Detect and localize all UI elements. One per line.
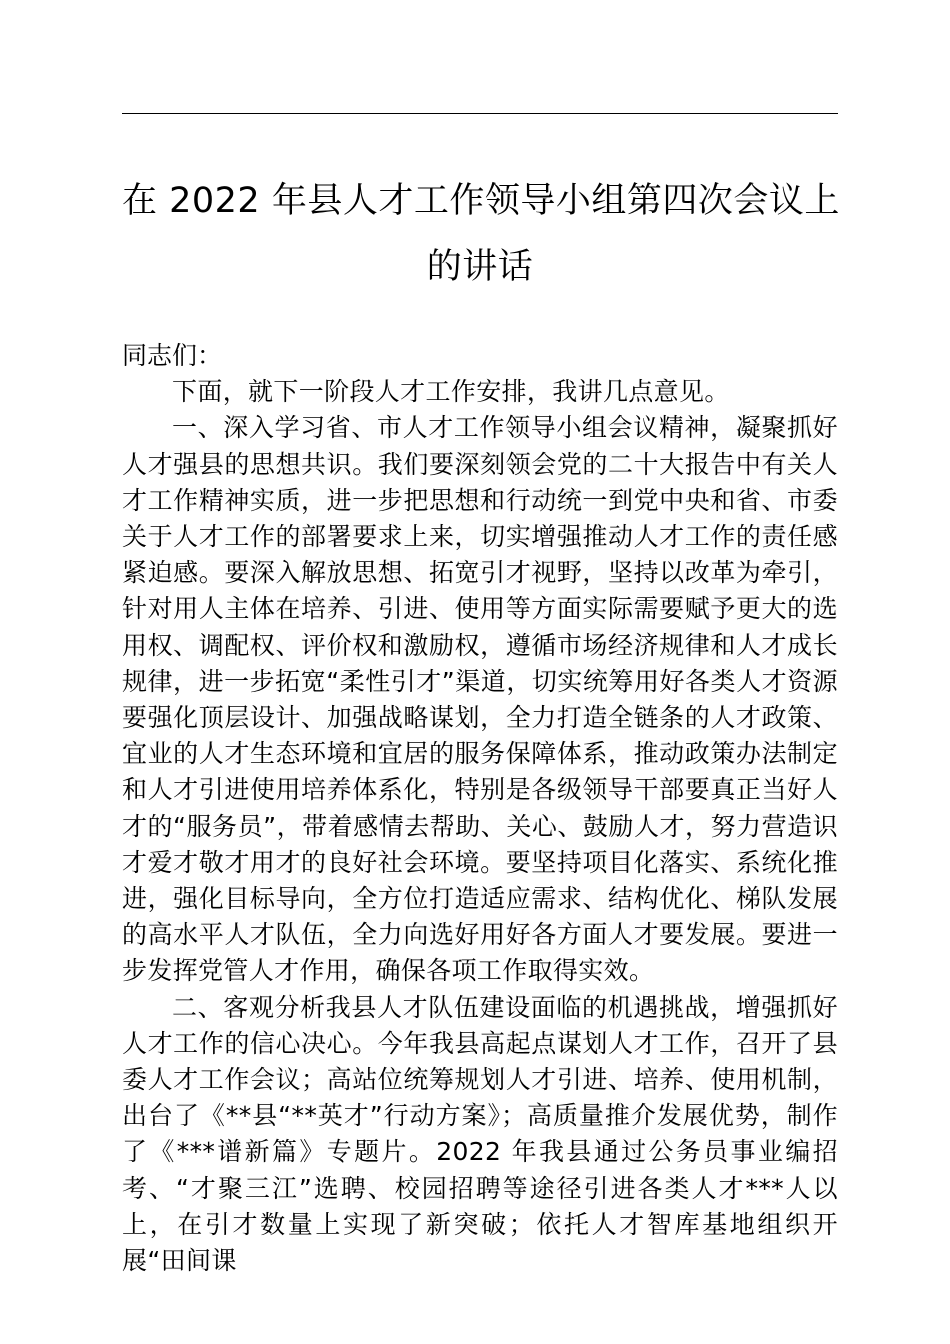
title-line-1: 在 2022 年县人才工作领导小组第四次会议上 — [122, 181, 840, 221]
salutation: 同志们： — [122, 341, 223, 370]
title-line-2: 的讲话 — [426, 247, 534, 287]
paragraph-section-2: 二、客观分析我县人才队伍建设面临的机遇挑战，增强抓好人才工作的信心决心。今年我县高起点谋划人才工作，召开了县委人才工作会议；高站位统筹规划人才引进、培养、使用机制，出台了《**县“**英才”行动方案》；高质量推介发展优势，制作了《***谱新篇》专题片。2022 年我县通过公务员事业编招考、“才聚三江”选聘、校园招聘等途径引进各类人才***人以上，在引才数量上实现了新突破；依托人才智库基地组织开展“田间课 — [122, 992, 838, 1276]
paragraph-intro: 下面，就下一阶段人才工作安排，我讲几点意见。 — [172, 377, 730, 407]
paragraph-section-1: 一、深入学习省、市人才工作领导小组会议精神，凝聚抓好人才强县的思想共识。我们要深刻领会党的二十大报告中有关人才工作精神实质，进一步把思想和行动统一到党中央和省、市委关于人才工作的部署要求上来，切实增强推动人才工作的责任感紧迫感。要深入解放思想、拓宽引才视野，坚持以改革为牵引，针对用人主体在培养、引进、使用等方面实际需要赋予更大的选用权、调配权、评价权和激励权，遵循市场经济规律和人才成长规律，进一步拓宽“柔性引才”渠道，切实统筹用好各类人才资源要强化顶层设计、加强战略谋划，全力打造全链条的人才政策、宜业的人才生态环境和宜居的服务保障体系，推动政策办法制定和人才引进使用培养体系化，特别是各级领导干部要真正当好人才的“服务员”，带着感情去帮助、关心、鼓励人才，努力营造识才爱才敬才用才的良好社会环境。要坚持项目化落实、系统化推进，强化目标导向，全方位打造适应需求、结构优化、梯队发展的高水平人才队伍，全力向选好用好各方面人才要发展。要进一步发挥党管人才作用，确保各项工作取得实效。 — [122, 413, 838, 986]
header-rule — [122, 113, 838, 114]
document-title — [122, 168, 838, 300]
document-body — [122, 338, 838, 1279]
